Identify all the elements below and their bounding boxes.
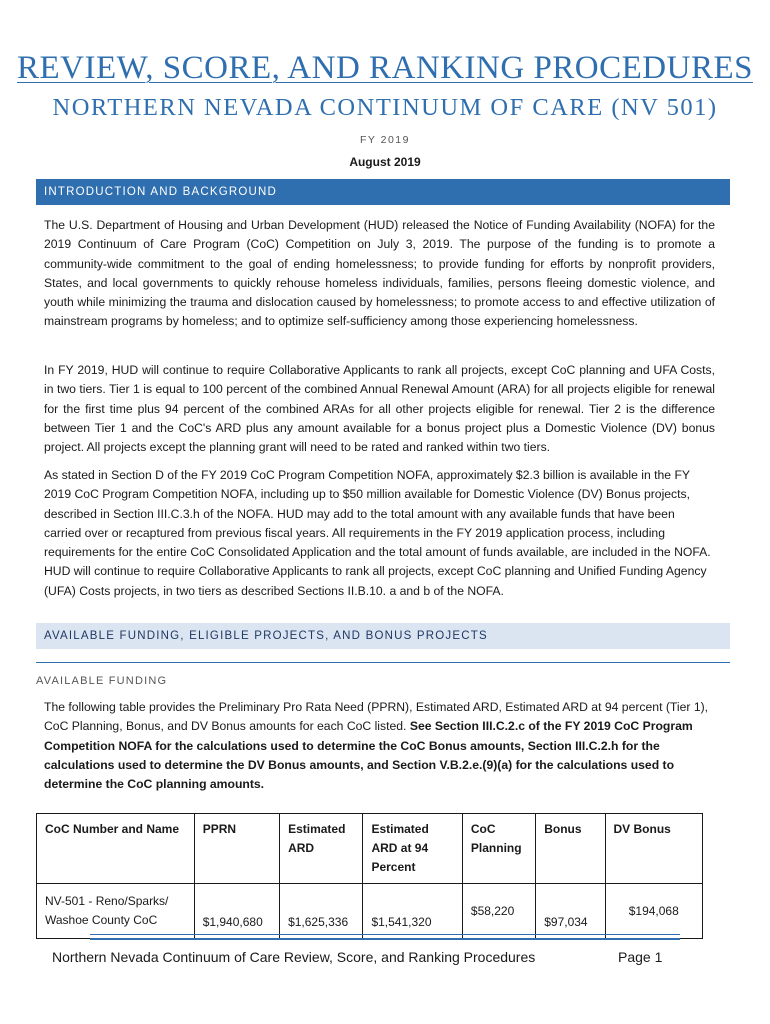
table-cell-coc-name: NV-501 - Reno/Sparks/ Washoe County CoC	[37, 884, 195, 939]
funding-paragraph-text: The following table provides the Preliminary Pro Rata Need (PPRN), Estimated ARD, Estimated ARD at 94 percent (Tier 1), CoC Planning, Bonus, and DV Bonus amounts for each CoC listed.	[44, 700, 709, 734]
table-cell-dv-bonus: $194,068	[605, 884, 702, 939]
funding-table	[36, 813, 703, 939]
section-heading-funding: AVAILABLE FUNDING, ELIGIBLE PROJECTS, AND BONUS PROJECTS	[36, 623, 730, 649]
subsection-heading-available-funding: AVAILABLE FUNDING	[36, 662, 730, 687]
table-row	[37, 884, 703, 939]
table-header-cell: Estimated ARD at 94 Percent	[363, 814, 462, 884]
table-cell-pprn: $1,940,680	[194, 884, 279, 939]
table-cell-bonus: $97,034	[536, 884, 605, 939]
table-cell-coc-planning: $58,220	[462, 884, 535, 939]
funding-paragraph	[44, 698, 715, 794]
footer-divider	[90, 934, 680, 935]
footer-document-name: Northern Nevada Continuum of Care Review, Score, and Ranking Procedures	[52, 949, 536, 965]
section-heading-introduction: INTRODUCTION AND BACKGROUND	[36, 179, 730, 205]
footer-page-number: Page 1	[618, 949, 663, 965]
table-cell-estimated-ard-94: $1,541,320	[363, 884, 462, 939]
table-header-row	[37, 814, 703, 884]
table-header-cell: PPRN	[194, 814, 279, 884]
table-header-cell: CoC Planning	[462, 814, 535, 884]
intro-paragraph-1: The U.S. Department of Housing and Urban Development (HUD) released the Notice of Funding Availability (NOFA) for the 2019 Continuum of Care Program (CoC) Competition on July 3, 2019. The purpose of the funding is to promote a community-wide commitment to the goal of ending homelessness; to provide funding for efforts by nonprofit providers, States, and local governments to quickly rehouse homeless individuals, families, persons fleeing domestic violence, and youth while minimizing the trauma and dislocation caused by homelessness; to promote access to and effective utilization of mainstream programs by homeless; and to optimize self-sufficiency among those experiencing homelessness.	[44, 218, 715, 329]
table-cell-estimated-ard: $1,625,336	[280, 884, 363, 939]
document-title: REVIEW, SCORE, AND RANKING PROCEDURES	[16, 50, 753, 86]
footer-divider-thick	[90, 938, 680, 940]
document-subtitle: NORTHERN NEVADA CONTINUUM OF CARE (NV 501)	[52, 94, 718, 121]
table-header-cell: Estimated ARD	[280, 814, 363, 884]
fiscal-year: FY 2019	[359, 134, 410, 146]
table-header-cell: CoC Number and Name	[37, 814, 195, 884]
table-header-cell: DV Bonus	[605, 814, 702, 884]
intro-paragraph-2: In FY 2019, HUD will continue to require Collaborative Applicants to rank all projects, except CoC planning and UFA Costs, in two tiers. Tier 1 is equal to 100 percent of the combined Annual Renewal Amount (ARA) for all projects eligible for renewal for the first time plus 94 percent of the combined ARAs for all other projects eligible for renewal. Tier 2 is the difference between Tier 1 and the CoC's ARD plus any amount available for a bonus project plus a Domestic Violence (DV) bonus project. All projects except the planning grant will need to be rated and ranked within two tiers.	[44, 363, 715, 455]
table-header-cell: Bonus	[536, 814, 605, 884]
document-date: August 2019	[349, 155, 421, 169]
funding-paragraph-bold-text: See Section III.C.2.c of the FY 2019 CoC Program Competition NOFA for the calculations used to determine the CoC Bonus amounts, Section III.C.2.h for the calculations used to determine the DV Bonus amounts, and Section V.B.2.e.(9)(a) for the calculations used to determine the CoC planning amounts.	[44, 719, 693, 792]
intro-paragraph-3: As stated in Section D of the FY 2019 CoC Program Competition NOFA, approximately $2.3 billion is available in the FY 2019 CoC Program Competition NOFA, including up to $50 million available for Domestic Violence (DV) Bonus projects, described in Section III.C.3.h of the NOFA. HUD may add to the total amount with any available funds that have been carried over or recaptured from previous fiscal years. All requirements in the FY 2019 application process, including requirements for the entire CoC Consolidated Application and the total amount of funds available, are included in the NOFA. HUD will continue to require Collaborative Applicants to rank all projects, except CoC planning and Unified Funding Agency (UFA) Costs projects, in two tiers as described Sections II.B.10. a and b of the NOFA.	[44, 468, 711, 598]
